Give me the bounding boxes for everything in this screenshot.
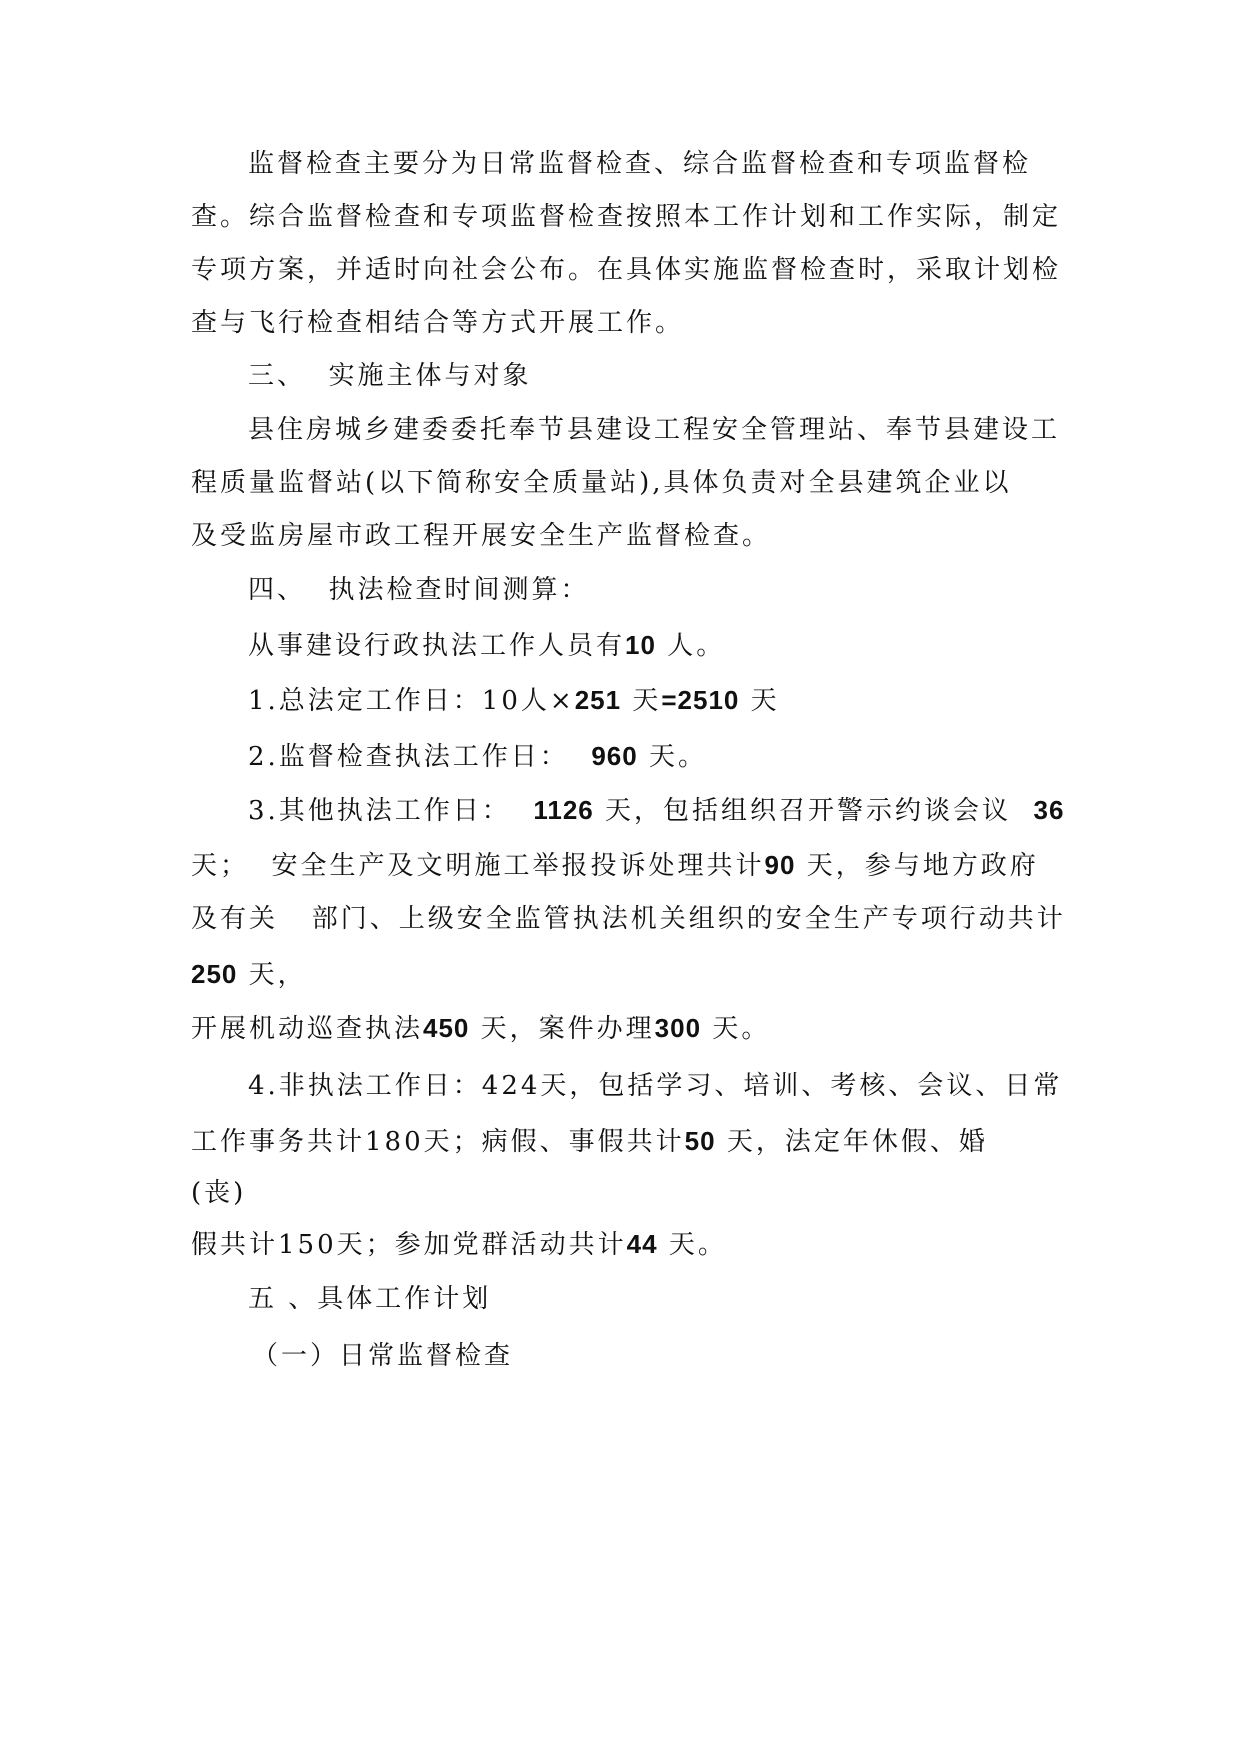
section-heading-4: 四、 执法检查时间测算：: [248, 575, 590, 605]
para1-line4: 查与飞行检查相结合等方式开展工作。: [191, 308, 685, 338]
item2-number: 960: [591, 741, 638, 771]
item1-total-unit: 天: [739, 686, 780, 716]
item4-line2: [191, 1123, 988, 1160]
item4-sick-leave-days: 50: [684, 1126, 716, 1156]
para1-line1: 监督检查主要分为日常监督检查、综合监督检查和专项监督检: [248, 149, 1032, 179]
para1-line2: 查。综合监督检查和专项监督检查按照本工作计划和工作实际，制定: [191, 202, 1062, 232]
item4-party-days: 44: [626, 1229, 658, 1259]
item3-special-action-days: 250: [191, 959, 238, 989]
staff-label: 从事建设行政执法工作人员有: [248, 631, 626, 661]
item1-total: =2510: [661, 685, 740, 715]
section-heading-5: 五 、具体工作计划: [248, 1284, 492, 1314]
item2-label: 2.监督检查执法工作日：: [248, 742, 592, 772]
item3-line4: [191, 956, 307, 993]
item3-text-g: 天。: [701, 1014, 771, 1044]
item2-unit: 天。: [637, 742, 707, 772]
item4-line1: 4.非执法工作日：424天，包括学习、培训、考核、会议、日常: [248, 1071, 1063, 1101]
item3-line3: 及有关 部门、上级安全监管执法机关组织的安全生产专项行动共计: [191, 904, 1066, 934]
item3-text-a: 天，包括组织召开警示约谈会议: [593, 796, 1034, 826]
item3-case-days: 300: [654, 1013, 702, 1043]
para2-line3: 及受监房屋市政工程开展安全生产监督检查。: [191, 521, 772, 551]
item3-line5: [191, 1010, 770, 1047]
item2-line: [248, 738, 707, 775]
item4-text-d: 天。: [657, 1230, 727, 1260]
item1-label: 1.总法定工作日：10人×: [248, 686, 575, 716]
subsection-heading-1: （一）日常监督检查: [252, 1341, 514, 1371]
section-heading-3: 三、 实施主体与对象: [248, 361, 532, 391]
para2-line2: 程质量监督站(以下简称安全质量站),具体负责对全县建筑企业以: [191, 468, 1012, 498]
item4-line3: (丧): [191, 1178, 247, 1208]
item3-text-b: 天； 安全生产及文明施工举报投诉处理共计: [191, 851, 765, 881]
item1-days-per-person: 251: [574, 685, 622, 715]
item3-line2: [191, 847, 1039, 884]
staff-count-line: [248, 627, 725, 664]
para2-line1: 县住房城乡建委委托奉节县建设工程安全管理站、奉节县建设工: [248, 415, 1061, 445]
item1-line: [248, 682, 780, 719]
item4-line4: [191, 1226, 727, 1263]
item3-text-f: 天，案件办理: [469, 1014, 655, 1044]
staff-number: 10: [625, 630, 656, 660]
item4-text-c: 假共计150天；参加党群活动共计: [191, 1230, 627, 1260]
item3-text-e: 开展机动巡查执法: [191, 1014, 424, 1044]
item3-meeting-days: 36: [1033, 795, 1065, 825]
item3-line1: [248, 792, 1064, 829]
item4-text-b: 天，法定年休假、婚: [715, 1127, 988, 1157]
item3-total: 1126: [533, 795, 594, 825]
item3-patrol-days: 450: [423, 1013, 470, 1043]
item4-text-a: 工作事务共计180天；病假、事假共计: [191, 1127, 685, 1157]
item1-unit: 天: [621, 686, 662, 716]
item3-label: 3.其他执法工作日：: [248, 796, 534, 826]
para1-line3: 专项方案，并适时向社会公布。在具体实施监督检查时，采取计划检: [191, 255, 1062, 285]
item3-text-c: 天，参与地方政府: [795, 851, 1039, 881]
staff-unit: 人。: [655, 631, 726, 661]
item3-complaint-days: 90: [764, 850, 796, 880]
item3-text-d: 天，: [237, 960, 307, 990]
